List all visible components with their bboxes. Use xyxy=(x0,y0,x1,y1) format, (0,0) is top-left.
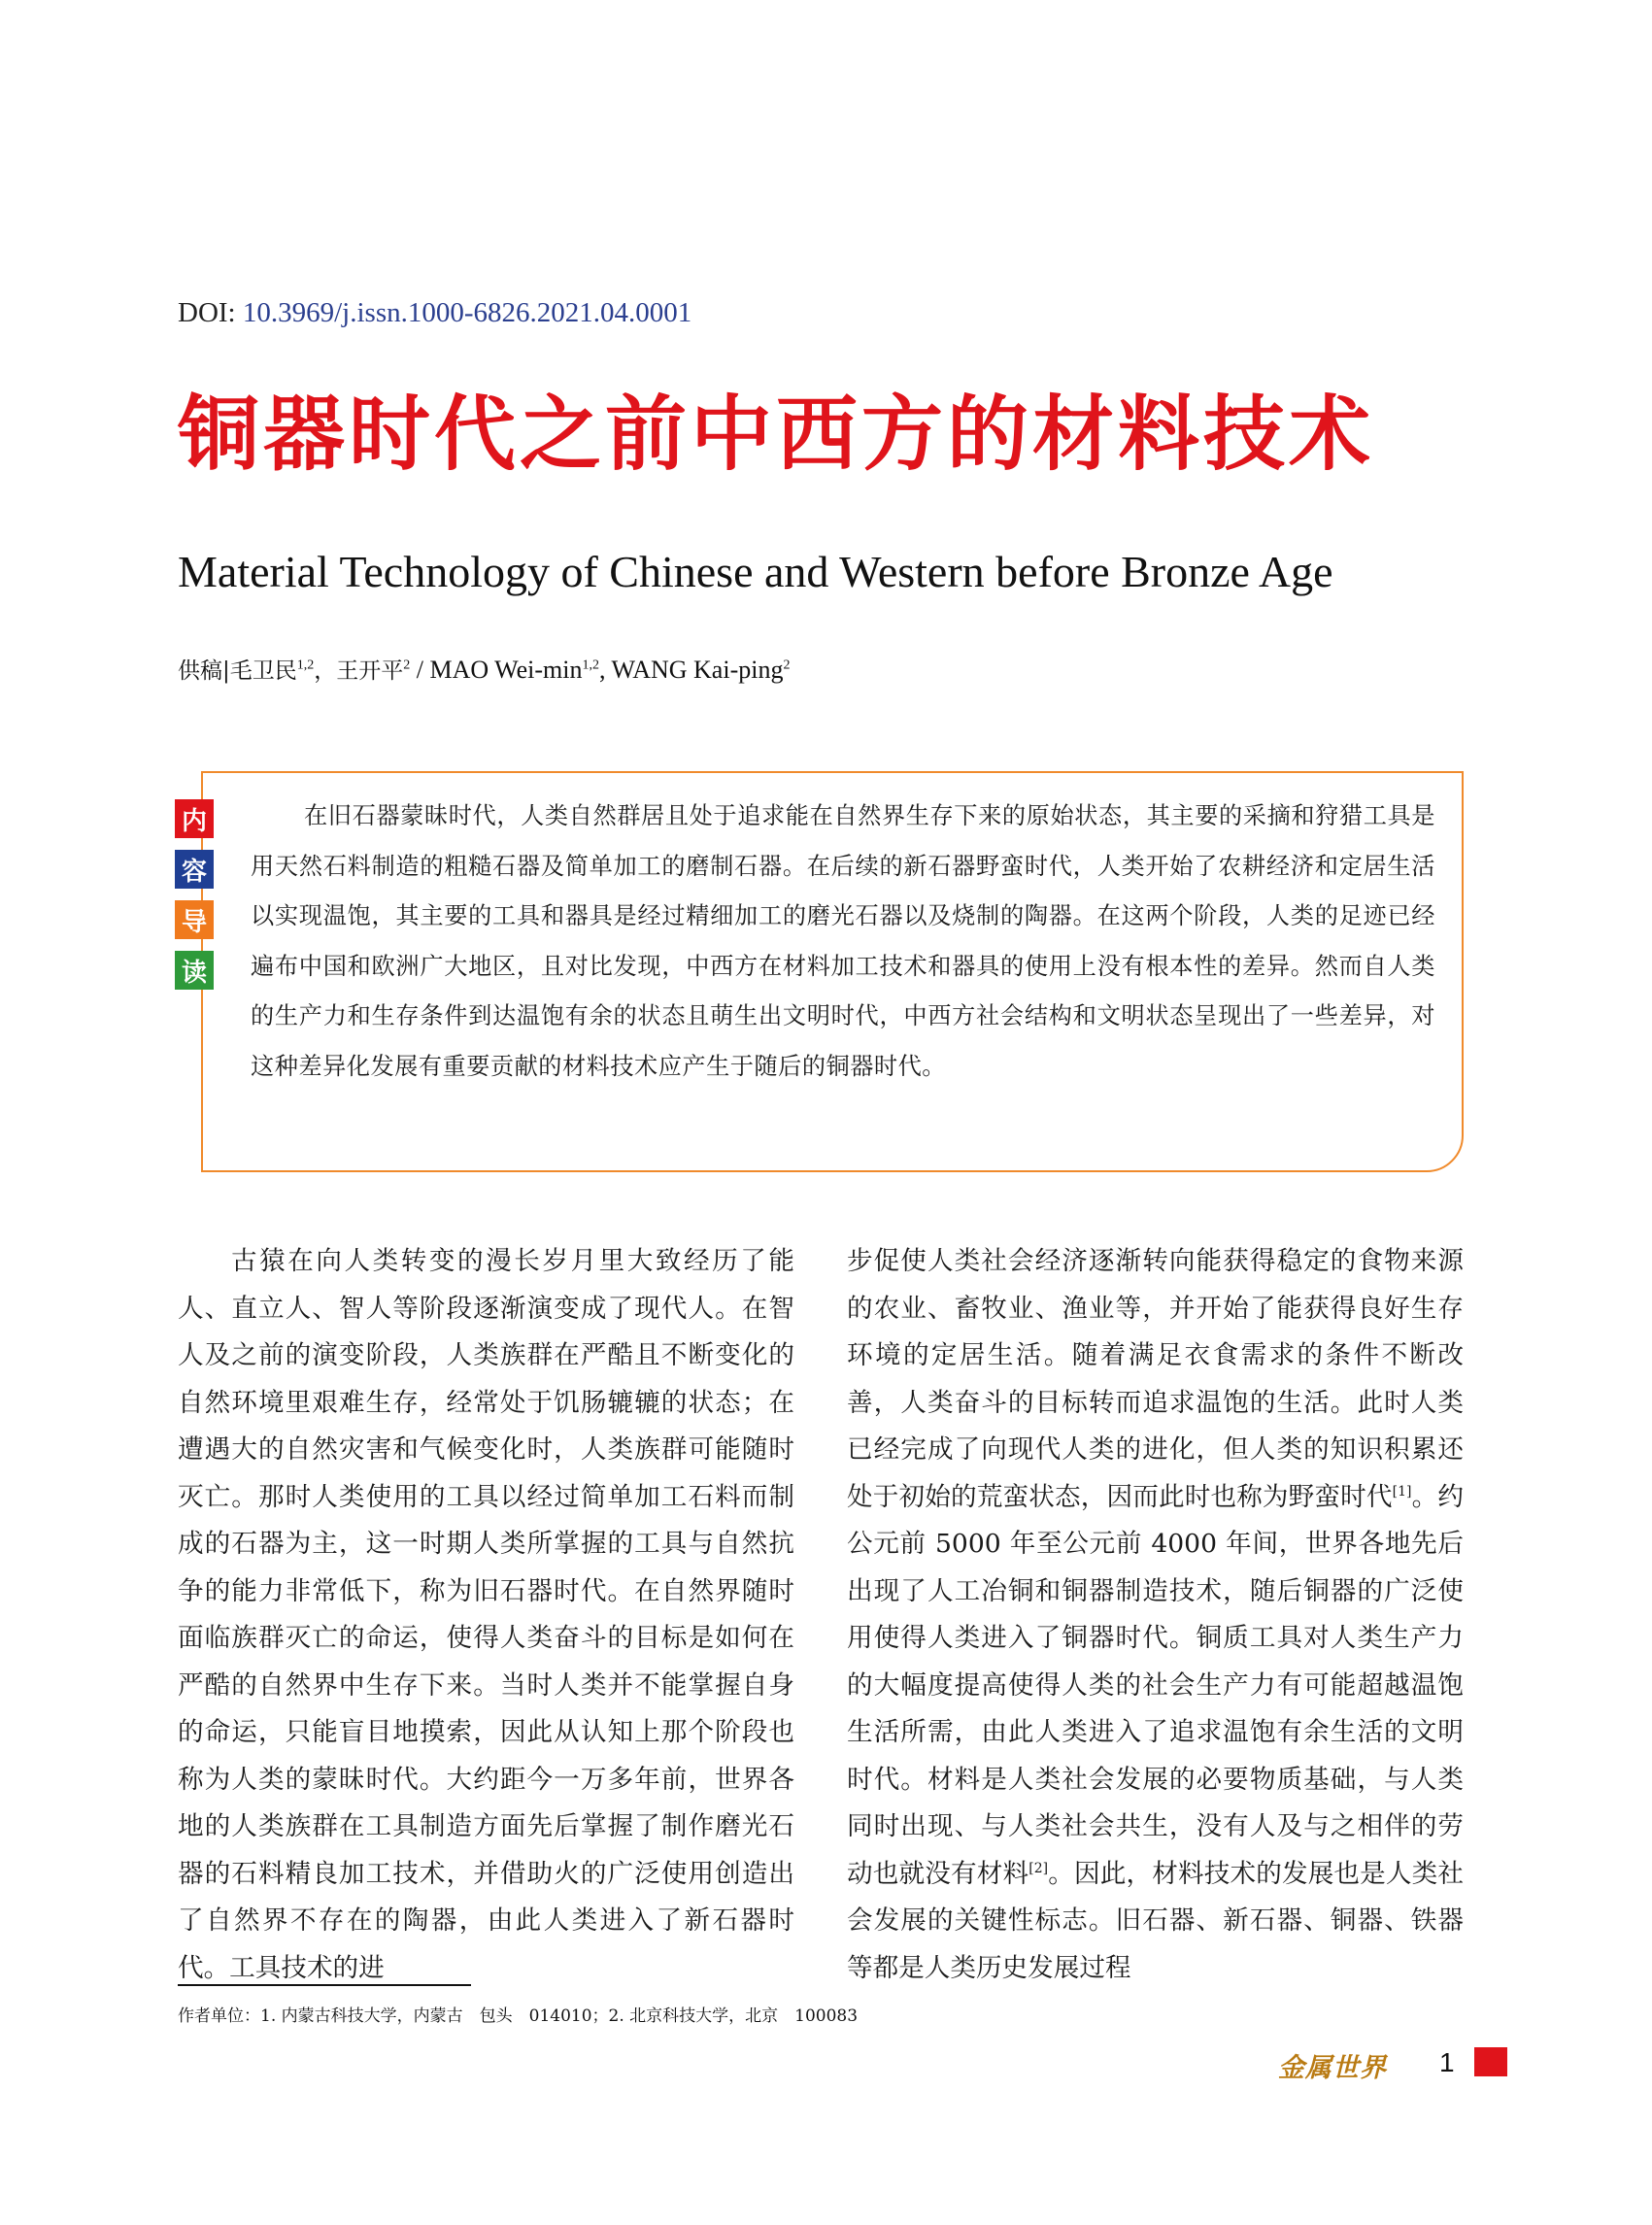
abstract-text: 在旧石器蒙昧时代，人类自然群居且处于追求能在自然界生存下来的原始状态，其主要的采摘和狩猎工具是用天然石料制造的粗糙石器及简单加工的磨制石器。在后续的新石器野蛮时代，人类开始了农耕经济和定居生活以实现温饱，其主要的工具和器具是经过精细加工的磨光石器以及烧制的陶器。在这两个阶段，人类的足迹已经遍布中国和欧洲广大地区，且对比发现，中西方在材料加工技术和器具的使用上没有根本性的差异。然而自人类的生产力和生存条件到达温饱有余的状态且萌生出文明时代，中西方社会结构和文明状态呈现出了一些差异，对这种差异化发展有重要贡献的材料技术应产生于随后的铜器时代。 xyxy=(251,802,1435,1080)
title-english: Material Technology of Chinese and Western before Bronze Age xyxy=(178,547,1333,596)
abstract-tag: 容 xyxy=(175,850,214,889)
author-prefix: 供稿|毛卫民 xyxy=(178,658,297,684)
body-text: 。因此，材料技术的发展也是人类社会发展的关键性标志。旧石器、新石器、铜器、铁器等都是人类历史发展过程 xyxy=(847,1858,1465,1983)
author-affil-sup: 2 xyxy=(783,657,791,673)
author-affil-sup: 1,2 xyxy=(296,657,315,673)
doi-link[interactable]: 10.3969/j.issn.1000-6826.2021.04.0001 xyxy=(242,297,692,328)
journal-logo: 金属世界 xyxy=(1278,2053,1387,2083)
footnote-divider xyxy=(178,1984,471,1986)
author-en-first: / MAO Wei-min xyxy=(410,656,583,684)
page-number: 1 xyxy=(1439,2047,1455,2077)
page-marker-square xyxy=(1474,2047,1507,2076)
title-chinese: 铜器时代之前中西方的材料技术 xyxy=(178,387,1375,482)
abstract-tag: 内 xyxy=(175,799,214,838)
doi-label: DOI: xyxy=(178,297,236,328)
body-text: 。约公元前 5000 年至公元前 4000 年间，世界各地先后出现了人工冶铜和铜器制造技术，随后铜器的广泛使用使得人类进入了铜器时代。铜质工具对人类生产力的大幅度提高使得人类的社会生产力有可能超越温饱生活所需，由此人类进入了追求温饱有余生活的文明时代。材料是人类社会发展的必要物质基础，与人类同时出现、与人类社会共生，没有人及与之相伴的劳动也就没有材料 xyxy=(847,1481,1465,1889)
abstract-tag: 导 xyxy=(175,900,214,939)
abstract-tag-column xyxy=(175,799,218,1001)
body-column-left: 古猿在向人类转变的漫长岁月里大致经历了能人、直立人、智人等阶段逐渐演变成了现代人。在智人及之前的演变阶段，人类族群在严酷且不断变化的自然环境里艰难生存，经常处于饥肠辘辘的状态；在遭遇大的自然灾害和气候变化时，人类族群可能随时灭亡。那时人类使用的工具以经过简单加工石料而制成的石器为主，这一时期人类所掌握的工具与自然抗争的能力非常低下，称为旧石器时代。在自然界随时面临族群灭亡的命运，使得人类奋斗的目标是如何在严酷的自然界中生存下来。当时人类并不能掌握自身的命运，只能盲目地摸索，因此从认知上那个阶段也称为人类的蒙昧时代。大约距今一万多年前，世界各地的人类族群在工具制造方面先后掌握了制作磨光石器的石料精良加工技术，并借助火的广泛使用创造出了自然界不存在的陶器，由此人类进入了新石器时代。工具技术的进 xyxy=(178,1246,794,1983)
abstract-tag: 读 xyxy=(175,951,214,990)
author-en-second: , WANG Kai-ping xyxy=(599,656,784,684)
author-line xyxy=(178,653,790,685)
author-second-cn: ，王开平 xyxy=(314,658,404,684)
citation-ref[interactable]: [2] xyxy=(1028,1860,1049,1876)
author-affiliation-footnote: 作者单位：1. 内蒙古科技大学，内蒙古 包头 014010；2. 北京科技大学，北京 100083 xyxy=(178,2006,859,2026)
author-affil-sup: 1,2 xyxy=(582,657,600,673)
citation-ref[interactable]: [1] xyxy=(1392,1483,1412,1500)
body-text: 步促使人类社会经济逐渐转向能获得稳定的食物来源的农业、畜牧业、渔业等，并开始了能获得良好生存环境的定居生活。随着满足衣食需求的条件不断改善，人类奋斗的目标转而追求温饱的生活。此时人类已经完成了向现代人类的进化，但人类的知识积累还处于初始的荒蛮状态，因而此时也称为野蛮时代 xyxy=(847,1246,1464,1512)
doi-line xyxy=(178,297,691,329)
author-affil-sup: 2 xyxy=(403,657,411,673)
body-column-right xyxy=(847,1238,1464,1992)
